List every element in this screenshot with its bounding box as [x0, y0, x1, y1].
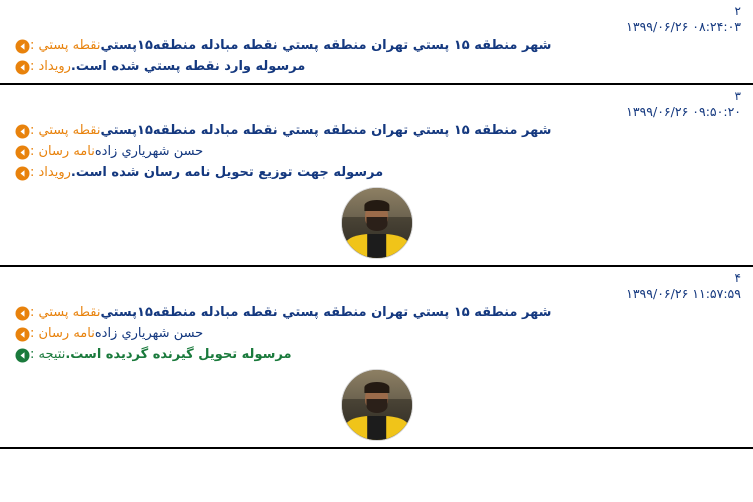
tracking-event-block [0, 85, 753, 267]
postal-point-row [10, 303, 743, 323]
avatar [341, 187, 413, 259]
courier-label: نامه رسان : [30, 144, 95, 159]
arrow-right-circle-icon [15, 60, 30, 75]
postal-point-value: شهر منطقه ۱۵ پستي تهران منطقه پستي نقطه مبادله منطقه۱۵پستي [100, 123, 552, 138]
event-step-number: ٣ [734, 89, 741, 103]
result-value: مرسوله تحويل گيرنده گرديده است. [65, 347, 292, 362]
arrow-right-circle-icon [15, 145, 30, 160]
event-row [10, 57, 743, 77]
event-step-number: ٢ [734, 4, 741, 18]
courier-avatar-wrap [10, 187, 743, 259]
postal-point-value: شهر منطقه ۱۵ پستي تهران منطقه پستي نقطه مبادله منطقه۱۵پستي [100, 305, 552, 320]
arrow-right-circle-icon [15, 39, 30, 54]
postal-point-label: نقطه پستي : [30, 305, 101, 320]
courier-value: حسن شهرياري زاده [94, 326, 204, 341]
event-row [10, 163, 743, 183]
courier-row [10, 324, 743, 344]
postal-point-label: نقطه پستي : [30, 38, 101, 53]
arrow-right-circle-icon [15, 348, 30, 363]
postal-point-value: شهر منطقه ۱۵ پستي تهران منطقه پستي نقطه مبادله منطقه۱۵پستي [100, 38, 552, 53]
event-label: رويداد : [30, 59, 71, 74]
postal-point-row [10, 121, 743, 141]
courier-avatar-wrap [10, 369, 743, 441]
courier-row [10, 142, 743, 162]
arrow-right-circle-icon [15, 166, 30, 181]
event-value: مرسوله جهت توزيع تحويل نامه رسان شده است. [70, 165, 384, 180]
arrow-right-circle-icon [15, 327, 30, 342]
arrow-right-circle-icon [15, 124, 30, 139]
event-datetime: ١٣٩٩/٠۶/٢۶ ١١:۵٧:۵٩ [626, 286, 741, 301]
event-label: رويداد : [30, 165, 71, 180]
postal-point-label: نقطه پستي : [30, 123, 101, 138]
event-datetime: ١٣٩٩/٠۶/٢۶ ٠٨:٢۴:٠٣ [626, 19, 741, 34]
arrow-right-circle-icon [15, 306, 30, 321]
event-datetime: ١٣٩٩/٠۶/٢۶ ٠٩:۵٠:٢٠ [626, 104, 741, 119]
postal-point-row [10, 36, 743, 56]
courier-value: حسن شهرياري زاده [94, 144, 204, 159]
tracking-event-block [0, 267, 753, 449]
result-row [10, 345, 743, 365]
result-label: نتيجه : [30, 347, 66, 362]
tracking-event-block [0, 0, 753, 85]
event-step-number: ۴ [734, 271, 741, 285]
avatar [341, 369, 413, 441]
courier-label: نامه رسان : [30, 326, 95, 341]
event-value: مرسوله وارد نقطه پستي شده است. [70, 59, 306, 74]
